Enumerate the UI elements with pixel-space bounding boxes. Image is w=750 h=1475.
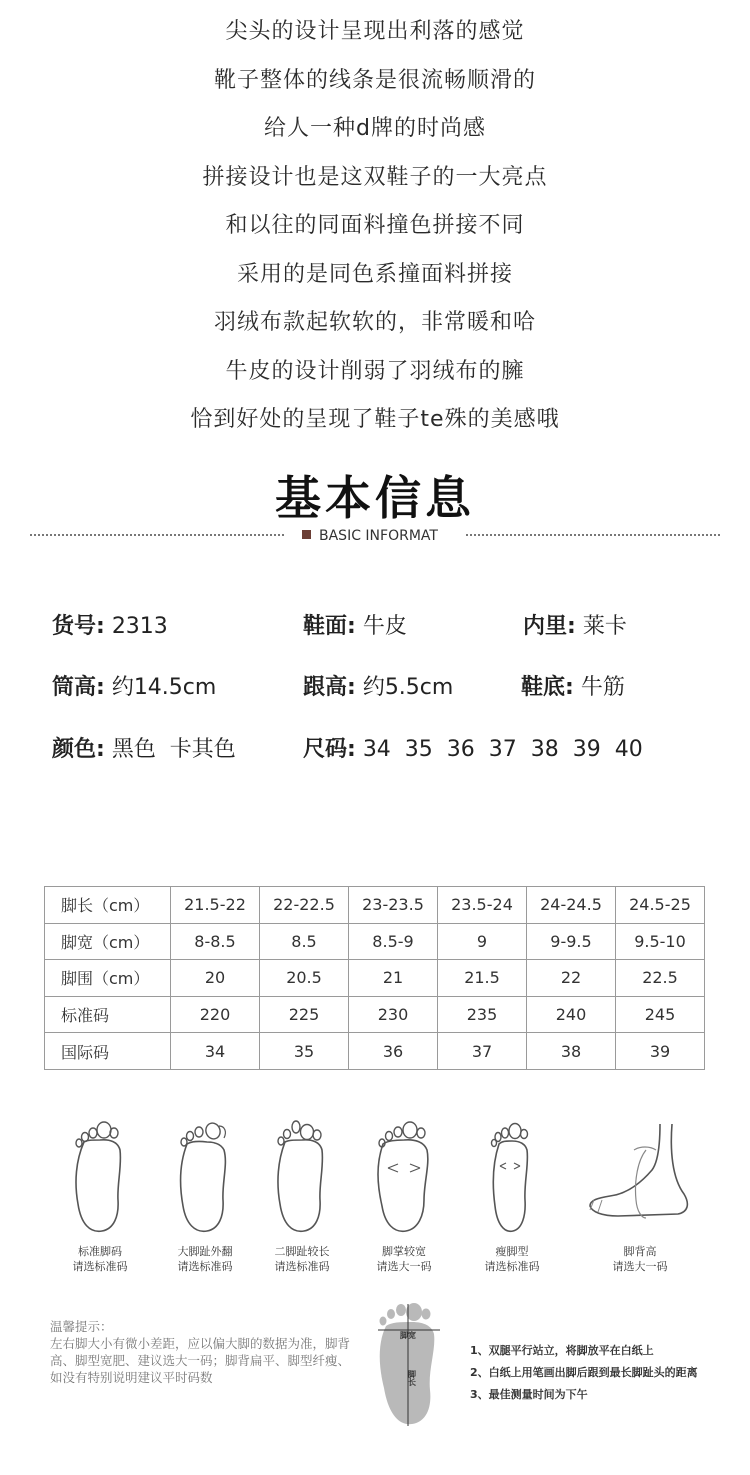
info-value: 牛皮 — [362, 614, 407, 639]
table-cell: 23-23.5 — [349, 887, 438, 924]
info-label: 尺码: — [303, 737, 356, 762]
table-cell: 8-8.5 — [171, 923, 260, 960]
description-line: 靴子整体的线条是很流畅顺滑的 — [213, 67, 536, 93]
foot-type-advice: 请选标准码 — [484, 1260, 540, 1273]
table-cell: 21.5 — [438, 960, 527, 997]
foot-type-advice: 请选标准码 — [72, 1260, 128, 1273]
measure-steps — [470, 1340, 698, 1406]
foot-type-name: 标准脚码 — [78, 1245, 122, 1258]
info-label: 颜色: — [52, 737, 105, 762]
table-cell: 225 — [260, 996, 349, 1033]
table-cell: 245 — [616, 996, 705, 1033]
foot-type-advice: 请选标准码 — [177, 1260, 233, 1273]
foot-type-name: 大脚趾外翻 — [177, 1245, 233, 1258]
foot-type-bunion — [155, 1120, 255, 1274]
table-row — [45, 960, 705, 997]
table-cell: 20.5 — [260, 960, 349, 997]
row-header: 国际码 — [45, 1033, 171, 1070]
table-cell: 24-24.5 — [527, 887, 616, 924]
info-label: 筒高: — [52, 675, 105, 700]
section-subtitle: BASIC INFORMAT — [302, 524, 438, 548]
foot-outline-icon — [175, 1120, 235, 1236]
description-line: 采用的是同色系撞面料拼接 — [236, 261, 513, 287]
foot-outline-icon — [272, 1120, 332, 1236]
description-line: 羽绒布款起软软的，非常暖和哈 — [213, 310, 536, 335]
info-value: 莱卡 — [582, 614, 627, 639]
row-header: 标准码 — [45, 996, 171, 1033]
foot-type-wide — [354, 1120, 454, 1274]
tips-title: 温馨提示： — [50, 1319, 113, 1334]
foot-type-long-second-toe — [252, 1120, 352, 1274]
info-sole — [521, 670, 625, 701]
foot-type-narrow — [462, 1120, 562, 1274]
foot-measure-diagram — [374, 1300, 446, 1432]
description-line: 拼接设计也是这双鞋子的一大亮点 — [202, 164, 548, 190]
table-cell: 37 — [438, 1033, 527, 1070]
square-bullet-icon — [302, 530, 311, 539]
info-value: 黑色 卡其色 — [111, 737, 236, 762]
table-cell: 9.5-10 — [616, 923, 705, 960]
info-value: 34 35 36 37 38 39 40 — [362, 737, 643, 762]
foot-type-name: 二脚趾较长 — [274, 1245, 330, 1258]
row-header: 脚围（cm） — [45, 960, 171, 997]
info-lining — [523, 609, 627, 640]
table-row — [45, 1033, 705, 1070]
info-color — [52, 732, 236, 763]
foot-type-standard — [50, 1120, 150, 1274]
info-value: 约5.5cm — [362, 675, 454, 700]
table-row — [45, 923, 705, 960]
description-line: 恰到好处的呈现了鞋子te殊的美感哦 — [190, 407, 560, 432]
info-value: 约14.5cm — [111, 675, 217, 700]
table-cell: 22 — [527, 960, 616, 997]
foot-type-name: 瘦脚型 — [495, 1245, 529, 1258]
table-cell: 39 — [616, 1033, 705, 1070]
table-cell: 8.5 — [260, 923, 349, 960]
foot-type-name: 脚背高 — [623, 1245, 657, 1258]
info-size — [303, 732, 643, 763]
measure-step: 1、双腿平行站立，将脚放平在白纸上 — [470, 1344, 654, 1357]
table-cell: 36 — [349, 1033, 438, 1070]
foot-type-guide — [40, 1120, 710, 1290]
section-subtitle-bar — [30, 524, 720, 548]
info-label: 跟高: — [303, 675, 356, 700]
table-row — [45, 887, 705, 924]
table-row — [45, 996, 705, 1033]
tips-note — [50, 1318, 350, 1386]
table-cell: 38 — [527, 1033, 616, 1070]
info-heel-height — [303, 670, 453, 701]
info-value: 2313 — [111, 614, 168, 639]
info-label: 货号: — [52, 614, 105, 639]
foot-type-advice: 请选大一码 — [376, 1260, 432, 1273]
info-item-no — [52, 609, 168, 640]
info-shaft-height — [52, 670, 216, 701]
foot-outline-icon — [70, 1120, 130, 1236]
tips-body: 左右脚大小有微小差距，应以偏大脚的数据为准，脚背高、脚型宽肥、建议选大一码；脚背扁平、脚型纤瘦、如没有特别说明建议平时码数 — [50, 1336, 351, 1385]
info-label: 内里: — [523, 614, 576, 639]
measure-step: 2、白纸上用笔画出脚后跟到最长脚趾头的距离 — [470, 1366, 698, 1379]
table-cell: 22.5 — [616, 960, 705, 997]
table-cell: 20 — [171, 960, 260, 997]
dotted-divider-right — [466, 534, 720, 536]
section-title: 基本信息 — [275, 471, 475, 525]
description-line: 和以往的同面料撞色拼接不同 — [225, 213, 525, 238]
table-cell: 220 — [171, 996, 260, 1033]
table-cell: 21 — [349, 960, 438, 997]
info-label: 鞋底: — [521, 675, 574, 700]
size-table — [44, 886, 705, 1070]
table-cell: 24.5-25 — [616, 887, 705, 924]
foot-side-view-icon — [580, 1120, 700, 1236]
foot-outline-icon — [482, 1120, 542, 1236]
description-line: 尖头的设计呈现出利落的感觉 — [225, 19, 525, 44]
table-cell: 35 — [260, 1033, 349, 1070]
foot-width-label: 脚宽 — [400, 1331, 416, 1340]
description-line: 牛皮的设计削弱了羽绒布的臃 — [225, 358, 525, 384]
table-cell: 8.5-9 — [349, 923, 438, 960]
table-cell: 240 — [527, 996, 616, 1033]
info-label: 鞋面: — [303, 614, 356, 639]
product-description — [0, 12, 750, 449]
measure-step: 3、最佳测量时间为下午 — [470, 1388, 588, 1401]
table-cell: 235 — [438, 996, 527, 1033]
table-cell: 34 — [171, 1033, 260, 1070]
table-cell: 21.5-22 — [171, 887, 260, 924]
dotted-divider-left — [30, 534, 284, 536]
foot-type-high-instep — [580, 1120, 700, 1274]
row-header: 脚长（cm） — [45, 887, 171, 924]
foot-outline-icon — [374, 1120, 434, 1236]
foot-type-advice: 请选大一码 — [612, 1260, 668, 1273]
foot-type-name: 脚掌较宽 — [382, 1245, 426, 1258]
table-cell: 22-22.5 — [260, 887, 349, 924]
info-value: 牛筋 — [580, 675, 625, 700]
description-line: 给人一种d牌的时尚感 — [264, 116, 486, 141]
footprint-icon — [374, 1300, 446, 1432]
info-upper — [303, 609, 407, 640]
table-cell: 9-9.5 — [527, 923, 616, 960]
foot-length-label: 脚长 — [407, 1370, 417, 1386]
row-header: 脚宽（cm） — [45, 923, 171, 960]
table-cell: 9 — [438, 923, 527, 960]
table-cell: 23.5-24 — [438, 887, 527, 924]
foot-type-advice: 请选标准码 — [274, 1260, 330, 1273]
table-cell: 230 — [349, 996, 438, 1033]
